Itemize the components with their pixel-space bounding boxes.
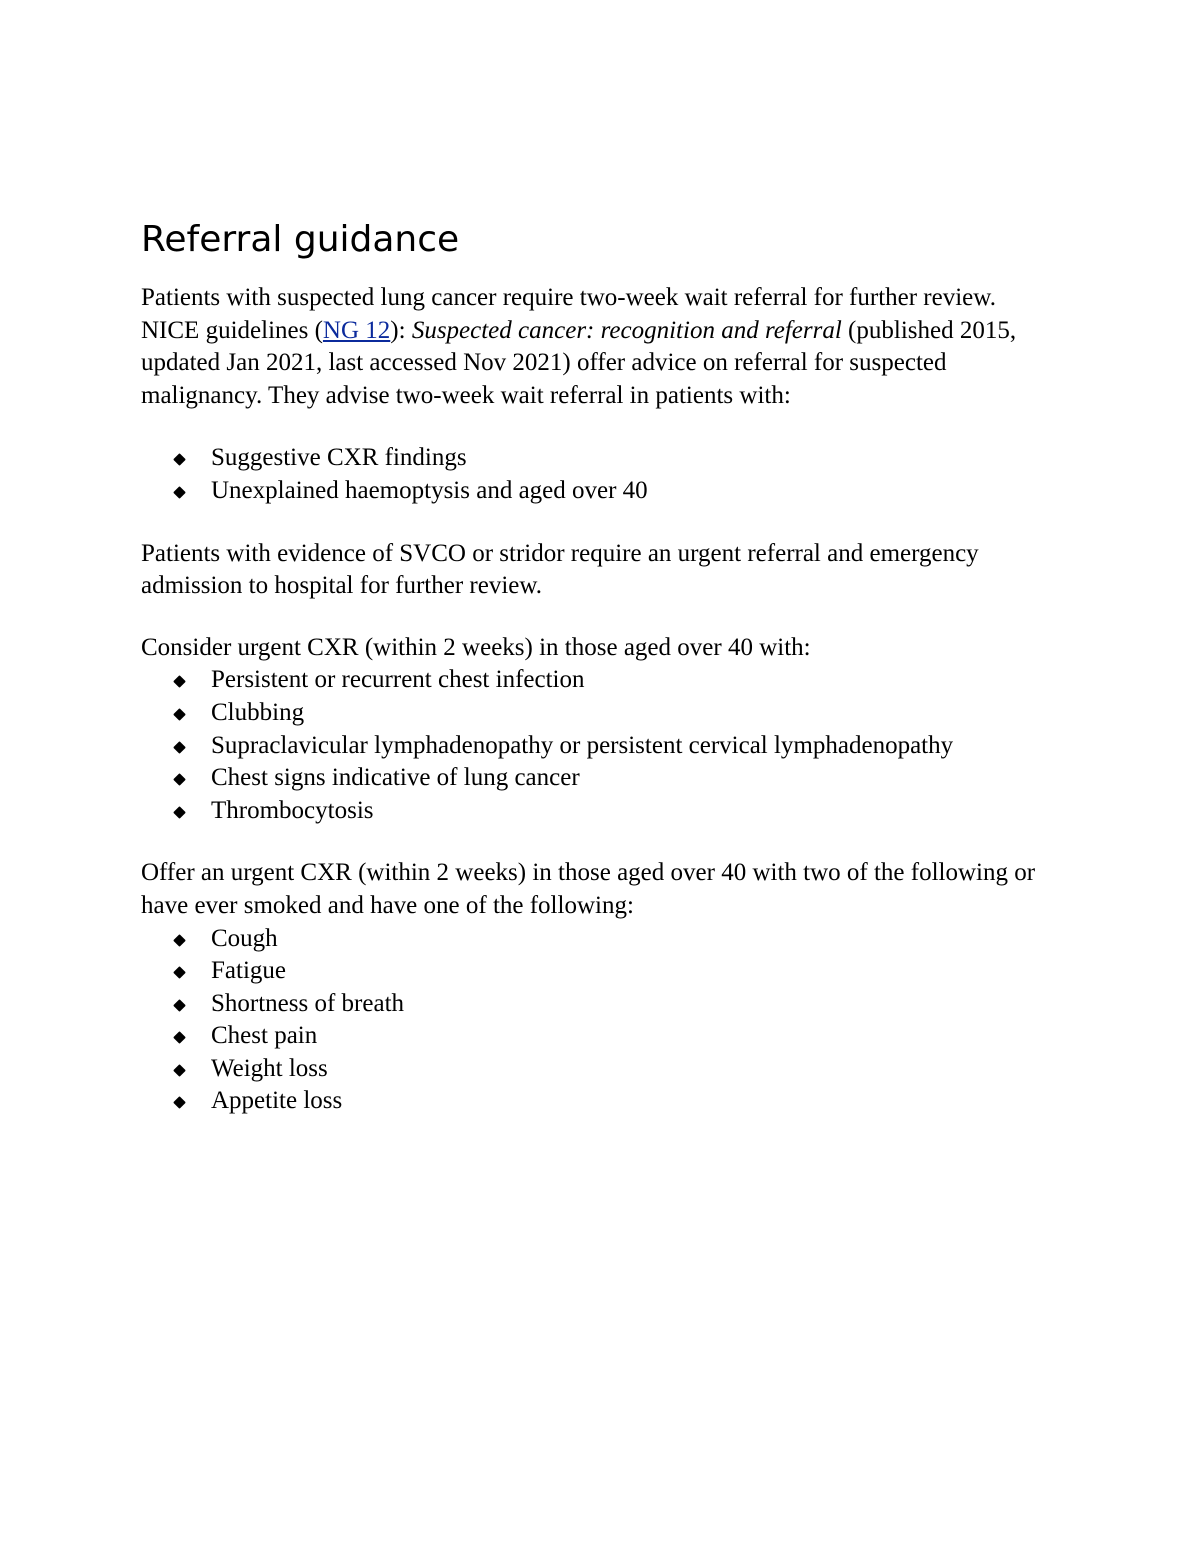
bullet-icon [173, 773, 186, 786]
document-page [141, 216, 1071, 1148]
list-item-text: Clubbing [211, 698, 305, 726]
consider-paragraph: Consider urgent CXR (within 2 weeks) in those aged over 40 with: [141, 633, 811, 661]
list-item [141, 697, 1071, 730]
list-item-text: Fatigue [211, 957, 286, 985]
bullet-icon [173, 486, 186, 499]
list-item-text: Chest pain [211, 1022, 318, 1050]
nice-mid: ): [390, 316, 412, 344]
nice-suffix: (published 2015, updated Jan 2021, last accessed Nov 2021) offer advice on referral for suspected malignancy. They advise two-week wait referral in patients with: [141, 316, 1017, 409]
bullet-icon [173, 675, 186, 688]
list-item-text: Shortness of breath [211, 989, 405, 1017]
offer-paragraph: Offer an urgent CXR (within 2 weeks) in those aged over 40 with two of the following or have ever smoked and have one of the following: [141, 859, 1036, 919]
list-item [141, 442, 1071, 475]
list-item [141, 1085, 1071, 1118]
list-item-text: Persistent or recurrent chest infection [211, 666, 585, 694]
guideline-title: Suspected cancer: recognition and referral [411, 316, 842, 344]
two-week-wait-list [141, 442, 1071, 507]
list-item [141, 762, 1071, 795]
list-item-text: Suggestive CXR findings [211, 444, 467, 472]
bullet-icon [173, 454, 186, 467]
list-item-text: Cough [211, 924, 278, 952]
list-item [141, 1020, 1071, 1053]
list-item-text: Unexplained haemoptysis and aged over 40 [211, 476, 648, 504]
nice-prefix: NICE guidelines ( [141, 316, 323, 344]
bullet-icon [173, 999, 186, 1012]
bullet-icon [173, 966, 186, 979]
list-item [141, 1053, 1071, 1086]
list-item [141, 795, 1071, 828]
list-item [141, 955, 1071, 988]
bullet-icon [173, 1097, 186, 1110]
ng12-link[interactable]: NG 12 [322, 316, 391, 344]
page-title: Referral guidance [141, 219, 460, 260]
list-item [141, 923, 1071, 956]
consider-cxr-list [141, 664, 1071, 827]
intro-paragraph: Patients with suspected lung cancer require two-week wait referral for further review. [141, 284, 996, 311]
bullet-icon [173, 708, 186, 721]
list-item-text: Appetite loss [211, 1087, 343, 1115]
list-item [141, 664, 1071, 697]
list-item-text: Supraclavicular lymphadenopathy or persistent cervical lymphadenopathy [211, 731, 954, 759]
bullet-icon [173, 934, 186, 947]
list-item [141, 988, 1071, 1021]
bullet-icon [173, 1031, 186, 1044]
list-item-text: Weight loss [211, 1054, 328, 1082]
list-item [141, 475, 1071, 508]
bullet-icon [173, 806, 186, 819]
nice-guidelines-paragraph [141, 315, 1071, 413]
offer-cxr-list [141, 923, 1071, 1119]
bullet-icon [173, 1064, 186, 1077]
list-item-text: Thrombocytosis [211, 796, 374, 824]
svco-paragraph: Patients with evidence of SVCO or stridor require an urgent referral and emergency admission to hospital for further review. [141, 539, 979, 600]
list-item-text: Chest signs indicative of lung cancer [211, 764, 580, 792]
bullet-icon [173, 741, 186, 754]
list-item [141, 730, 1071, 763]
